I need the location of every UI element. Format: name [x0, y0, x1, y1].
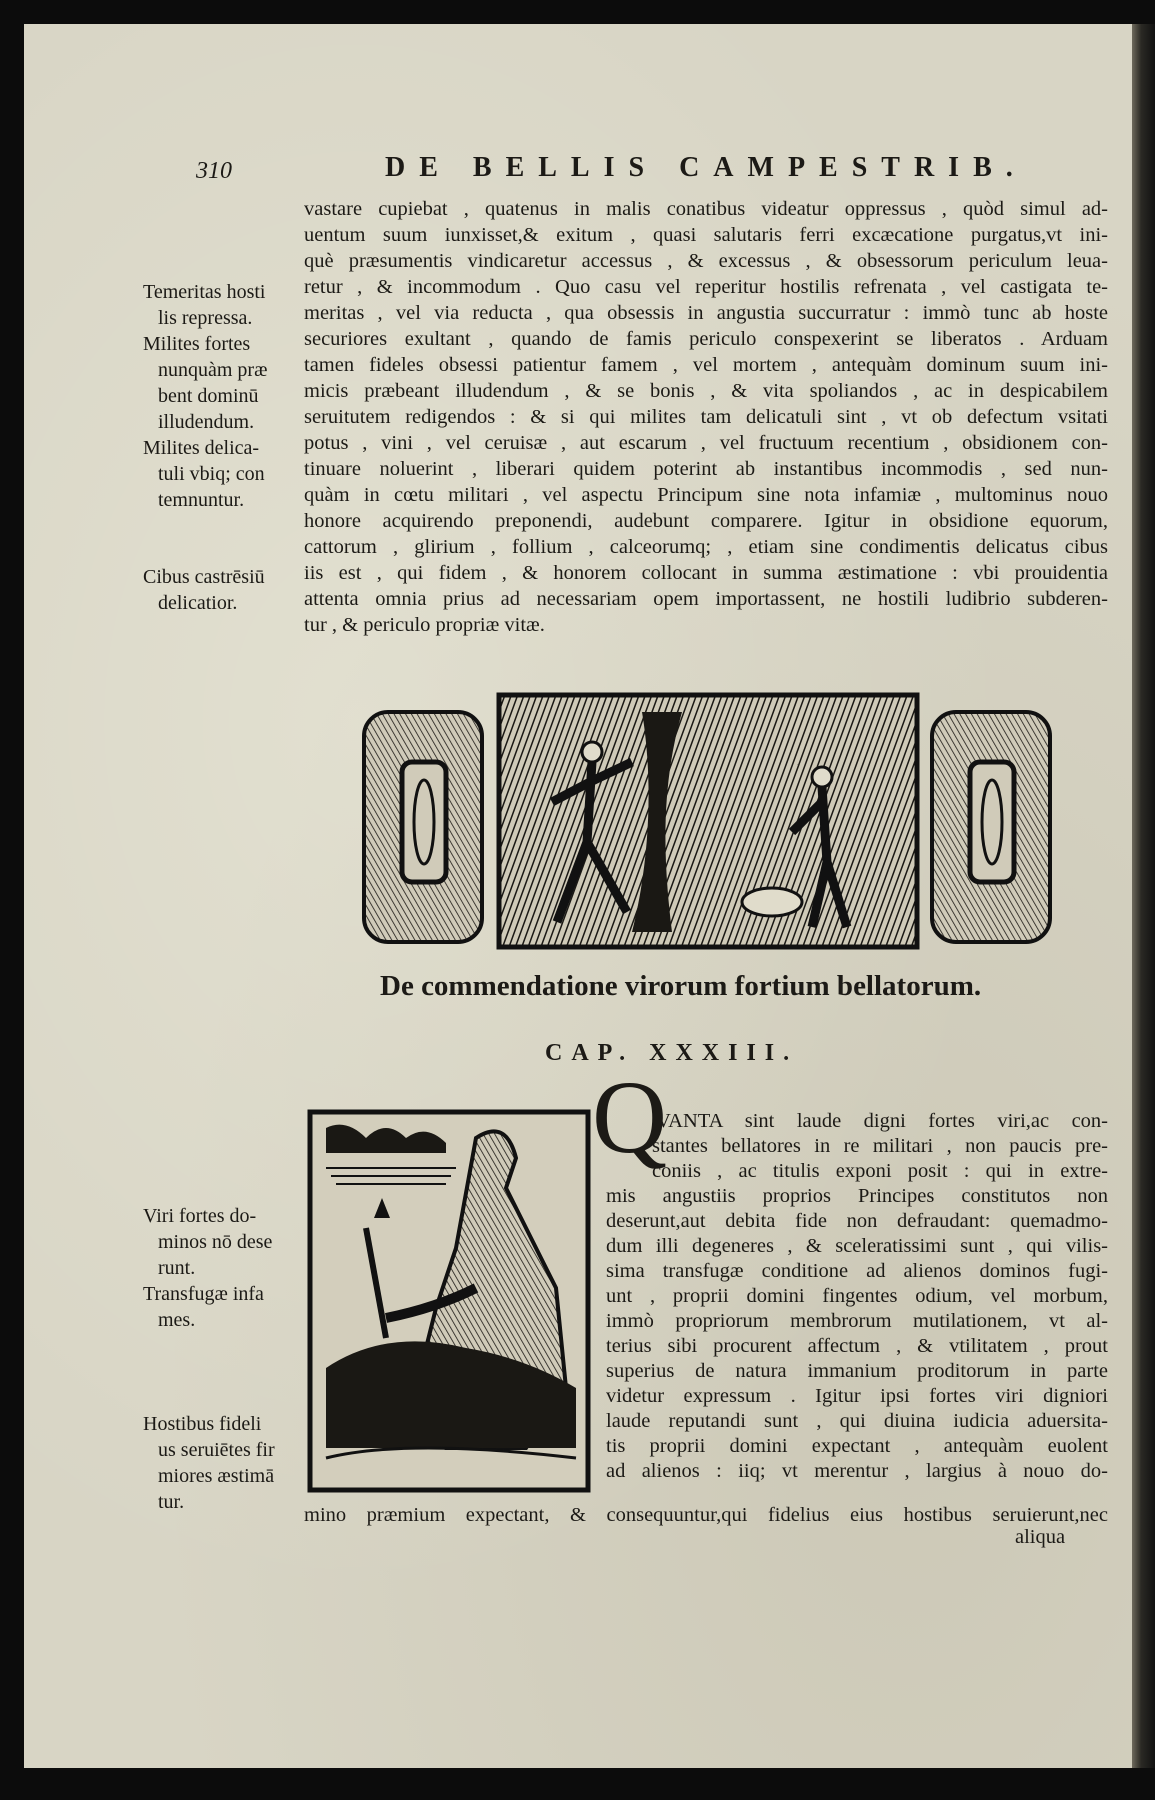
woodcut-banner — [352, 692, 1072, 956]
margin-note: Milites delica- — [143, 437, 260, 459]
drop-cap: Q — [592, 1060, 668, 1175]
text-line: què præsumentis vindicaretur accessus , & excessus , & obsessorum periculum leua- — [304, 250, 1108, 272]
text-line: iis est , qui fidem , & honorem collocant in summa æstimatione : vbi prouidentia — [304, 562, 1108, 584]
margin-note: delicatior. — [158, 592, 238, 614]
text-line: dum illi degeneres , & sceleratissimi sunt , qui vilis- — [606, 1235, 1108, 1257]
text-line: immò propriorum membrorum mutilationem, vt al- — [606, 1310, 1108, 1332]
left-ornament — [364, 712, 482, 942]
text-line: videtur expressum . Igitur ipsi fortes viri digniori — [606, 1385, 1108, 1407]
text-line: coniis , ac titulis exponi posit : qui in extre- — [652, 1160, 1108, 1182]
margin-note: tuli vbiq; con — [158, 463, 265, 485]
text-line: tis proprii domini expectant , antequàm euolent — [606, 1435, 1108, 1457]
text-line: cattorum , glirium , follium , calceorumq; , etiam sine condimentis delicatus cibus — [304, 536, 1108, 558]
margin-note: lis repressa. — [158, 307, 253, 329]
text-line: mino præmium expectant, & consequuntur,qui fidelius eius hostibus seruierunt,nec — [304, 1504, 1108, 1526]
margin-note: us seruiētes fir — [158, 1439, 275, 1461]
text-line: deserunt,aut debita fide non defraudant: quemadmo- — [606, 1210, 1108, 1232]
text-line: tur , & periculo propriæ vitæ. — [304, 614, 545, 636]
chapter-number: CAP. XXXIII. — [545, 1040, 799, 1066]
running-title: DE BELLIS CAMPESTRIB. — [385, 152, 1027, 183]
right-ornament — [932, 712, 1050, 942]
margin-note: Temeritas hosti — [143, 281, 266, 303]
text-line: seruitutem redigendos : & si qui milites tam delicatuli sint , vt ob defectum vsitati — [304, 406, 1108, 428]
text-line: tamen fideles obsessi patientur famem , vel mortem , antequàm dominum suum ini- — [304, 354, 1108, 376]
text-line: vastare cupiebat , quatenus in malis conatibus videatur oppressus , quòd simul ad- — [304, 198, 1108, 220]
text-line: superius de natura immanium proditorum in parte — [606, 1360, 1108, 1382]
margin-note: Milites fortes — [143, 333, 251, 355]
margin-note: miores æstimā — [158, 1465, 275, 1487]
text-line: quàm in cœtu militari , vel aspectu Principum sine nota infamiæ , multominus nouo — [304, 484, 1108, 506]
margin-note: minos nō dese — [158, 1231, 273, 1253]
text-line: unt , proprii domini fingentes odium, vel morbum, — [606, 1285, 1108, 1307]
text-line: uentum suum iunxisset,& exitum , quasi salutaris ferri excæcatione purgatus,vt ini- — [304, 224, 1108, 246]
text-line: potus , vini , vel ceruisæ , aut escarum , vel fructuum recentium , obsidionem con- — [304, 432, 1108, 454]
margin-note: Viri fortes do- — [143, 1205, 257, 1227]
margin-note: Cibus castrēsiū — [143, 566, 265, 588]
margin-note: bent dominū — [158, 385, 259, 407]
text-line: honore acquirendo preponendi, audebunt comparere. Igitur in obsidione equorum, — [304, 510, 1108, 532]
margin-note: Hostibus fideli — [143, 1413, 262, 1435]
margin-note: nunquàm præ — [158, 359, 268, 381]
margin-note: temnuntur. — [158, 489, 245, 511]
text-line: ad alienos : iiq; vt merentur , largius à nouo do- — [606, 1460, 1108, 1482]
text-line: micis præbeant illudendum , & se bonis , & vita spoliandos , ac in despicabilem — [304, 380, 1108, 402]
chapter-caption: De commendatione virorum fortium bellatorum. — [380, 970, 982, 1002]
text-line: laude reputandi sunt , qui diuina iudicia aduersita- — [606, 1410, 1108, 1432]
text-line: retur , & incommodum . Quo casu vel reperitur hostilis refrenata , vel castigata te- — [304, 276, 1108, 298]
margin-note: mes. — [158, 1309, 196, 1331]
text-line: securiores exultant , quando de famis periculo conspexerint se liberatos . Arduam — [304, 328, 1108, 350]
text-line: tinuare noluerint , liberari quidem poterint ab instantibus incommodis , sed nun- — [304, 458, 1108, 480]
text-line: meritas , vel via reducta , qua obsessis in angustia succurratur : immò tunc ab hoste — [304, 302, 1108, 324]
margin-note: runt. — [158, 1257, 196, 1279]
catchword: aliqua — [1015, 1526, 1066, 1548]
margin-note: tur. — [158, 1491, 185, 1513]
margin-note: Transfugæ infa — [143, 1283, 264, 1305]
page-number: 310 — [196, 158, 232, 184]
margin-note: illudendum. — [158, 411, 255, 433]
woodcut-soldier — [306, 1108, 596, 1496]
text-line: sima transfugæ conditione ad alienos dominos fugi- — [606, 1260, 1108, 1282]
text-line: terius sibi procurent affectum , & vtilitatem , prout — [606, 1335, 1108, 1357]
text-line: mis angustiis proprios Principes constitutos non — [606, 1185, 1108, 1207]
page-edge — [1132, 24, 1155, 1768]
central-woodcut-scene — [499, 695, 917, 947]
text-line: attenta omnia prius ad necessariam opem importassent, ne hostili ludibrio subderen- — [304, 588, 1108, 610]
text-line: stantes bellatores in re militari , non paucis pre- — [652, 1135, 1108, 1157]
text-line: VANTA sint laude digni fortes viri,ac con- — [656, 1110, 1108, 1132]
